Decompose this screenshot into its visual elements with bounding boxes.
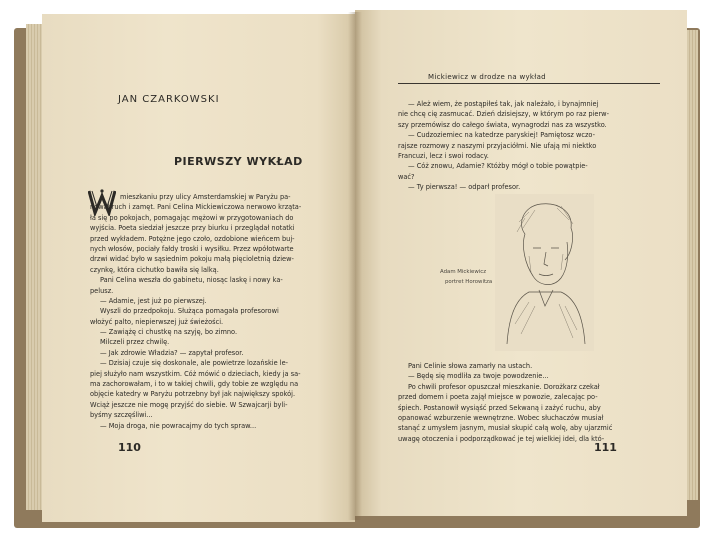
text-line: Francuzi, lecz i swoi rodacy. [398,151,489,160]
text-line: piej służyło nam wszystkim. Cóż mówić o dzieciach, kiedy ja sa- [90,369,301,378]
text-line: nował ruch i zamęt. Pani Celina Mickiewiczowa nerwowo krząta- [90,203,302,212]
text-line: Pani Celina weszła do gabinetu, niosąc laskę i nowy ka- [100,276,283,285]
text-line: mieszkaniu przy ulicy Amsterdamskiej w Paryżu pa- [120,193,291,201]
text-line: — Zawiążę ci chustkę na szyję, bo zimno. [100,328,238,337]
text-line: szy przemówisz do całego świata, wynagrodzi nas za wszystko. [398,120,607,129]
text-line: wyjścia. Poeta siedział jeszcze przy biurku i przeglądał notatki [90,224,295,233]
text-line: opanować wzburzenie wewnętrzne. Wobec słuchaczów musiał [398,413,604,422]
text-line: objęcie katedry w Paryżu potrzebny był jak największy spokój. [90,390,296,399]
text-line: — Będę się modliła za twoje powodzenie... [408,372,549,381]
text-line: wać? [398,172,415,181]
text-line: Pani Celinie słowa zamarły na ustach. [408,362,533,370]
text-line: — Cóż znowu, Adamie? Któżby mógł o tobie powątpie- [408,162,588,171]
text-line: — Dzisiaj czuje się doskonale, ale powietrze lozańskie le- [100,359,289,368]
text-line: — Jak zdrowie Władzia? — zapytał profesor. [100,348,244,357]
text-line: Wyszli do przedpokoju. Służąca pomagała profesorowi [100,307,279,316]
text-line: Milczeli przez chwilę. [100,338,170,347]
chapter-title: PIERWSZY WYKŁAD [174,155,303,168]
author-name: JAN CZARKOWSKI [118,94,220,105]
text-line: włożyć palto, niepierwszej już świeżości. [90,317,224,326]
book-gutter [348,12,362,520]
text-line: — Ty pierwsza! — odparł profesor. [408,183,521,192]
text-line: uwagę otoczenia i podporządkować je tej wielkiej idei, dla któ- [398,434,605,443]
text-line: przed domem i poeta zajął miejsce w powozie, zalecając po- [398,393,598,402]
text-line: stanąć z umysłem jasnym, musiał skupić całą wolę, aby ujarzmić [398,424,613,433]
text-line: rajsze rozmowy z naszymi przyjaciółmi. Nie ufają mi niektko [398,141,597,150]
text-line: ła się po pokojach, pomagając mężowi w przygotowaniach do [90,213,294,222]
right-body-text-top [398,99,660,193]
text-line: czynkę, która cichutko bawiła się lalką. [90,265,219,274]
text-line: przed wykładem. Potężne jego czoło, ozdobione wieńcem buj- [90,234,295,243]
text-line: nie chcę cię zasmucać. Dzień dzisiejszy, w którym po raz pierw- [398,110,609,119]
right-body-text-bottom [398,361,660,444]
text-line: pelusz. [90,286,114,295]
portrait-caption-line1: Adam Mickiewicz [440,269,487,275]
page-number-left: 110 [118,441,141,454]
text-line: — Cudzoziemiec na katedrze paryskiej! Pamiętosz wczo- [408,131,595,140]
running-head: Mickiewicz w drodze na wykład [428,73,546,81]
portrait-caption-line2: portret Horowitza [445,279,493,285]
text-line: — Moja droga, nie powracajmy do tych spraw... [100,421,257,430]
text-line: ma zachorowałam, i to w takiej chwili, gdy tobie ze względu na [90,380,299,389]
text-line: — Ależ wiem, że postąpiłeś tak, jak należało, i bynajmniej [408,100,599,108]
text-line: Po chwili profesor opuszczał mieszkanie. Dorożkarz czekał [408,382,600,391]
page-number-right: 111 [594,441,617,454]
text-line: drzwi widać było w sąsiednim pokoju małą pięcioletnią dziew- [90,255,294,264]
text-line: Wciąż jeszcze nie mogę przyjść do siebie. W Szwajcarji byli- [90,400,288,409]
text-line: — Adamie, jest już po pierwszej. [100,296,207,305]
text-line: byśmy szczęśliwi... [90,411,153,420]
text-line: śpiech. Postanowił wysiąść przed Sekwaną i zażyć ruchu, aby [398,403,601,412]
text-line: nych włosów, pociały fałdy troski i wysiłku. Przez wpółotwarte [90,244,294,253]
portrait-illustration [495,194,594,351]
left-body-text [90,192,350,431]
header-rule [398,83,660,84]
